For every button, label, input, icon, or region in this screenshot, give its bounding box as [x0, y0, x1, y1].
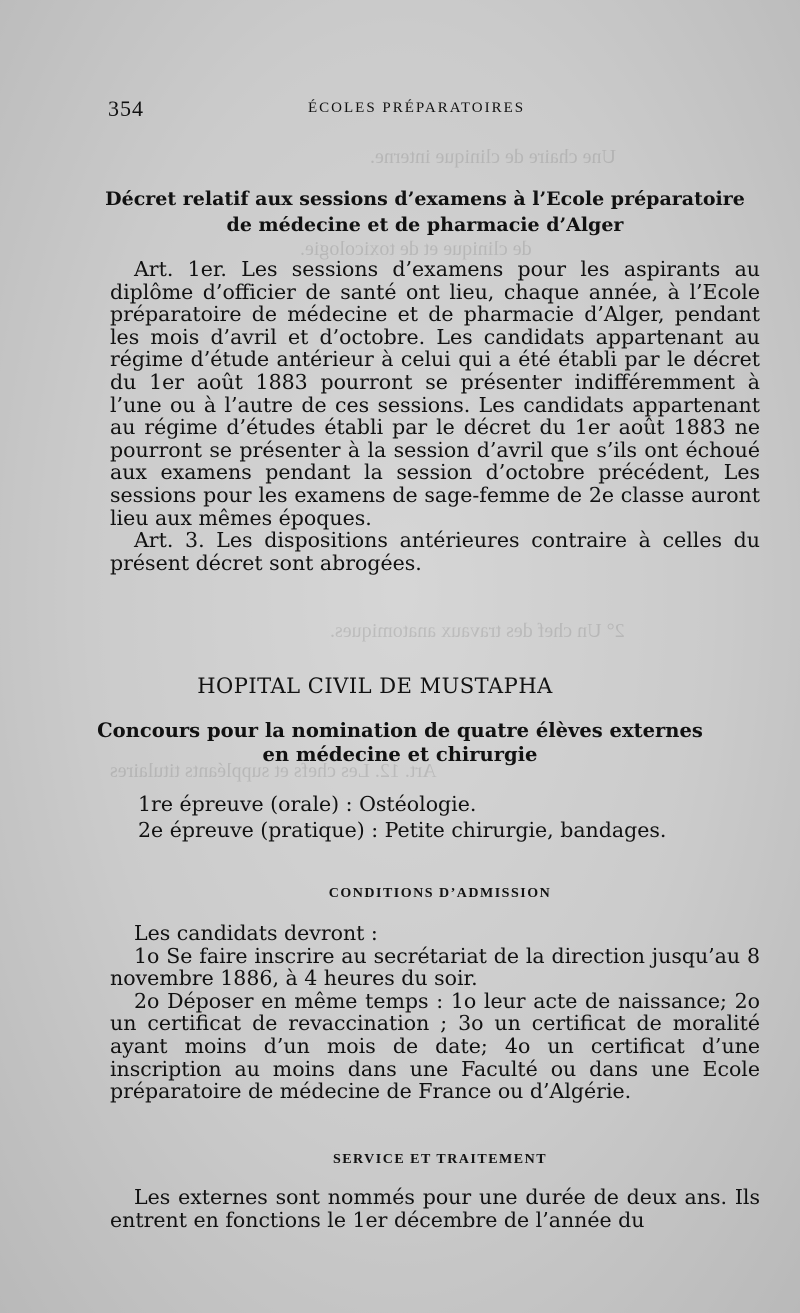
- service-heading: SERVICE ET TRAITEMENT: [332, 1152, 548, 1167]
- bleed-through-text: Une chaire de clinique interne.: [370, 146, 616, 168]
- decree-body: [110, 258, 760, 574]
- running-title: ÉCOLES PRÉPARATOIRES: [308, 100, 526, 116]
- epreuve-2: 2e épreuve (pratique) : Petite chirurgie, bandages.: [138, 818, 667, 842]
- conditions-body: [110, 922, 760, 1103]
- article-3: Art. 3. Les dispositions antérieures contraire à celles du présent décret sont abrogées.: [110, 528, 760, 575]
- service-paragraph: Les externes sont nommés pour une durée de deux ans. Ils entrent en fonctions le 1er décembre de l’année du: [110, 1185, 760, 1232]
- bleed-through-text: de clinique et de toxicologie.: [300, 238, 532, 260]
- page-header: [108, 96, 760, 124]
- decree-title-line1: Décret relatif aux sessions d’examens à l’Ecole préparatoire: [105, 188, 745, 210]
- conditions-intro: Les candidats devront :: [134, 921, 378, 945]
- hospital-title: HOPITAL CIVIL DE MUSTAPHA: [197, 674, 553, 698]
- bleed-through-text: Art. 12. Les chefs et suppléants titulaires: [110, 760, 437, 782]
- concours-title-line1: Concours pour la nomination de quatre élèves externes: [97, 719, 703, 742]
- decree-title-line2: de médecine et de pharmacie d’Alger: [226, 214, 624, 236]
- bleed-through-text: 2° Un chef des travaux anatomiques.: [330, 620, 625, 642]
- service-body: [110, 1186, 760, 1231]
- article-1: Art. 1er. Les sessions d’examens pour les aspirants au diplôme d’officier de santé ont lieu, chaque année, à l’Ecole préparatoire de médecine et de pharmacie d’Alger, pendant les mois d’avril et d’octobre. Les candidats appartenant au régime d’étude antérieur à celui qui a été établi par le décret du 1er août 1883 pourront se présenter indifféremment à l’une ou à l’autre de ces sessions. Les candidats appartenant au régime d’études établi par le décret du 1er août 1883 ne pourront se présenter à la session d’avril que s’ils ont échoué aux examens pendant la session d’octobre précédent, Les sessions pour les examens de sage-femme de 2e classe auront lieu aux mêmes époques.: [110, 257, 760, 530]
- epreuve-1: 1re épreuve (orale) : Ostéologie.: [138, 792, 477, 816]
- conditions-heading: CONDITIONS D’ADMISSION: [328, 886, 552, 901]
- page-number: 354: [108, 96, 144, 121]
- condition-item-2: 2o Déposer en même temps : 1o leur acte de naissance; 2o un certificat de revaccination ; 3o un certificat de moralité ayant moins d’un mois de date; 4o un certificat d’une inscription au moins dans une Faculté ou dans une Ecole préparatoire de médecine de France ou d’Algérie.: [110, 988, 760, 1104]
- concours-title-line2: en médecine et chirurgie: [262, 743, 538, 766]
- condition-item-1: 1o Se faire inscrire au secrétariat de la direction jusqu’au 8 novembre 1886, à 4 heures du soir.: [110, 943, 760, 991]
